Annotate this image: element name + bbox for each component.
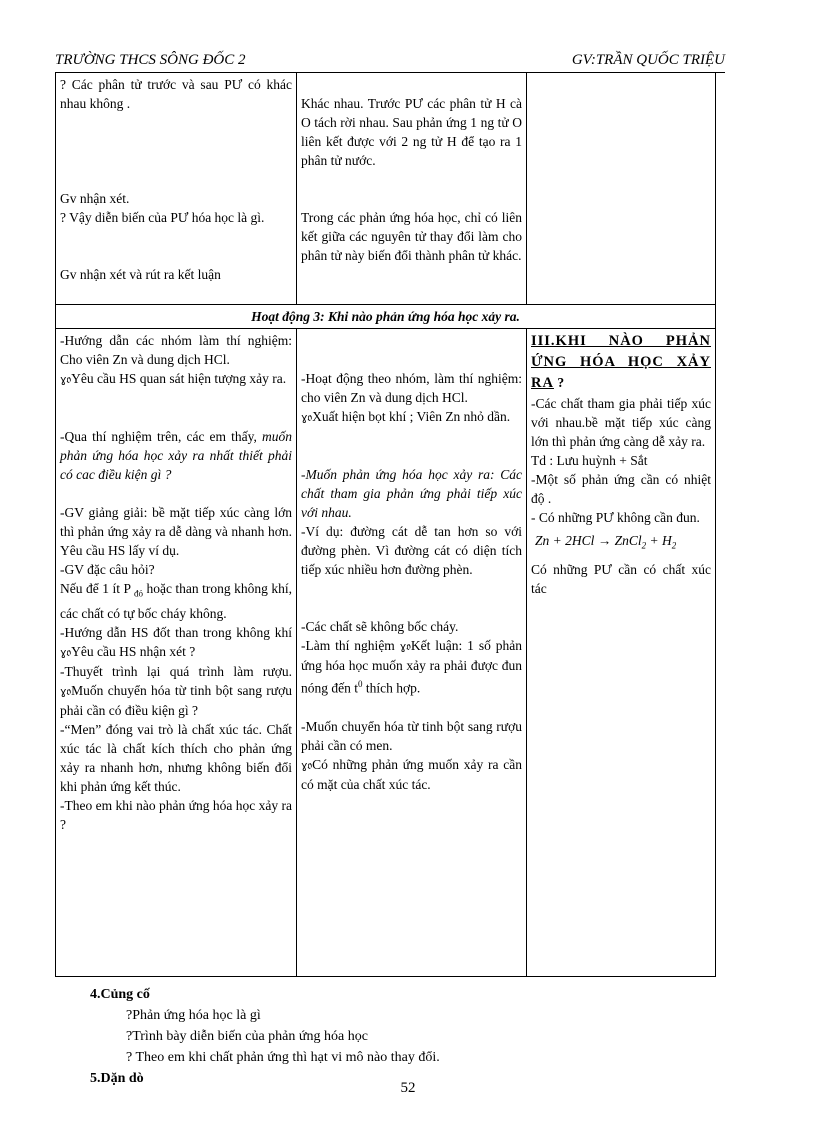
table-row	[56, 73, 716, 305]
list-item: ? Theo em khi chất phản ứng thì hạt vi mô nào thay đổi.	[126, 1050, 440, 1065]
page-header	[55, 52, 725, 73]
chemical-equation: Zn + 2HCl → ZnCl$_2$ + $H_2$	[535, 533, 677, 551]
note-text: Gv nhận xét.	[60, 191, 130, 206]
instruction-text: -Hướng dẫn các nhóm làm thí nghiệm: Cho viên Zn và dung dịch HCl.	[60, 333, 292, 367]
student-activity-cell	[297, 73, 527, 305]
reaction-arrow-icon: →	[597, 533, 612, 548]
content-cell	[527, 329, 716, 977]
consolidation-heading: 4.Củng cố	[90, 987, 150, 1002]
instruction-text: -Thuyết trình lại quá trình làm rượu. ɣ𝔬Muốn chuyển hóa từ tinh bột sang rượu phải cần có điều kiện gì ?	[60, 663, 292, 718]
content-text: Td : Lưu huỳnh + Sắt	[531, 453, 648, 468]
arrow-symbol-icon: ɣ𝔬	[60, 645, 72, 659]
content-text: -Các chất tham gia phải tiếp xúc với nhau.bề mặt tiếp xúc càng lớn thì phản ứng càng dễ xảy ra.	[531, 396, 711, 449]
table-row	[56, 329, 716, 977]
answer-text: Khác nhau. Trước PƯ các phân tử H cà O tách rời nhau. Sau phản ứng 1 ng tử O liên kết được với 2 ng tử H để tạo ra 1 phân tử nước.	[301, 96, 522, 168]
school-name: TRƯỜNG THCS SÔNG ĐỐC 2	[55, 52, 246, 68]
list-item: ?Trình bày diễn biến của phản ứng hóa học	[126, 1029, 368, 1044]
answer-text: ɣ𝔬Có những phản ứng muốn xảy ra cần có mặt của chất xúc tác.	[301, 756, 522, 792]
activity-title	[56, 305, 716, 329]
homework-heading: 5.Dặn dò	[90, 1071, 144, 1086]
teacher-activity-cell	[56, 329, 297, 977]
arrow-symbol-icon: ɣ𝔬	[60, 373, 72, 386]
arrow-symbol-icon: ɣ𝔬	[301, 758, 313, 772]
instruction-text: -Theo em khi nào phản ứng hóa học xảy ra ?	[60, 797, 292, 832]
answer-text: -Muốn chuyển hóa từ tinh bột sang rượu phải cần có men.	[301, 718, 522, 753]
lesson-table	[55, 72, 716, 977]
instruction-text: Nếu để 1 ít P $_{đỏ}$ hoặc than trong không khí, các chất có tự bốc cháy không.	[60, 581, 293, 621]
answer-text: ɣ𝔬Xuất hiện bọt khí ; Viên Zn nhỏ dần.	[301, 409, 511, 424]
section-title: III.KHI NÀO PHẢN ỨNG HÓA HỌC XẢY RA ?	[531, 333, 711, 391]
answer-text: -Muốn phản ứng hóa học xảy ra: Các chất tham gia phản ứng phải tiếp xúc với nhau.	[301, 467, 522, 520]
content-text: - Có những PƯ không cần đun.	[531, 510, 700, 525]
content-cell	[527, 73, 716, 305]
answer-text: -Các chất sẽ không bốc cháy.	[301, 619, 459, 634]
student-activity-cell	[297, 329, 527, 977]
answer-text: -Hoạt động theo nhóm, làm thí nghiệm: cho viên Zn và dung dịch HCl.	[301, 371, 522, 405]
arrow-symbol-icon: ɣ𝔬	[399, 640, 411, 653]
teacher-name: GV:TRẦN QUỐC TRIỆU	[571, 52, 725, 68]
page-number: 52	[400, 1080, 416, 1096]
instruction-text: -Hướng dẫn HS đốt than trong không khí ɣ𝔬Yêu cầu HS nhận xét ?	[60, 624, 292, 659]
instruction-text: -“Men” đóng vai trò là chất xúc tác. Chất xúc tác là chất kích thích cho phản ứng xảy ra nhanh hơn, nhưng không biến đổi khi phản ứng kết thúc.	[60, 721, 292, 794]
instruction-text: ɣ𝔬Yêu cầu HS quan sát hiện tượng xảy ra.	[60, 371, 287, 386]
content-text: Có những PƯ cần có chất xúc tác	[531, 561, 711, 596]
note-text: Gv nhận xét và rút ra kết luận	[60, 267, 221, 282]
instruction-text: -GV giảng giải: bề mặt tiếp xúc càng lớn thì phản ứng xảy ra dễ dàng và nhanh hơn. Yêu cầu HS lấy ví dụ.	[60, 505, 292, 558]
answer-text: -Làm thí nghiệm ɣ𝔬Kết luận: 1 số phản ứng hóa học muốn xảy ra phải được đun nóng đến $t^0$ thích hợp.	[301, 638, 523, 696]
list-item: ?Phản ứng hóa học là gì	[126, 1008, 261, 1023]
answer-text: -Ví dụ: đường cát dễ tan hơn so với đường phèn. Vì đường cát có diện tích tiếp xúc nhiều hơn đường phèn.	[301, 524, 522, 577]
question-text: ? Các phân tử trước và sau PƯ có khác nhau không .	[60, 77, 292, 111]
arrow-symbol-icon: ɣ𝔬	[301, 411, 313, 424]
table-row	[56, 305, 716, 329]
teacher-activity-cell	[56, 73, 297, 305]
question-text: ? Vậy diễn biến của PƯ hóa học là gì.	[60, 210, 265, 225]
activity-title-text: Hoạt động 3: Khi nào phản ứng hóa học xảy ra.	[251, 309, 520, 324]
instruction-text: -GV đặc câu hỏi?	[60, 562, 155, 577]
content-text: -Một số phản ứng cần có nhiệt độ .	[531, 472, 711, 506]
answer-text: Trong các phản ứng hóa học, chỉ có liên kết giữa các nguyên tử thay đổi làm cho phân tử này biến đổi thành phân tử khác.	[301, 210, 522, 263]
instruction-text: -Qua thí nghiệm trên, các em thấy, muốn phản ứng hóa học xảy ra nhất thiết phải có cac điều kiện gì ?	[60, 429, 293, 482]
arrow-symbol-icon: ɣ𝔬	[60, 684, 72, 698]
lesson-closing	[90, 984, 440, 1089]
